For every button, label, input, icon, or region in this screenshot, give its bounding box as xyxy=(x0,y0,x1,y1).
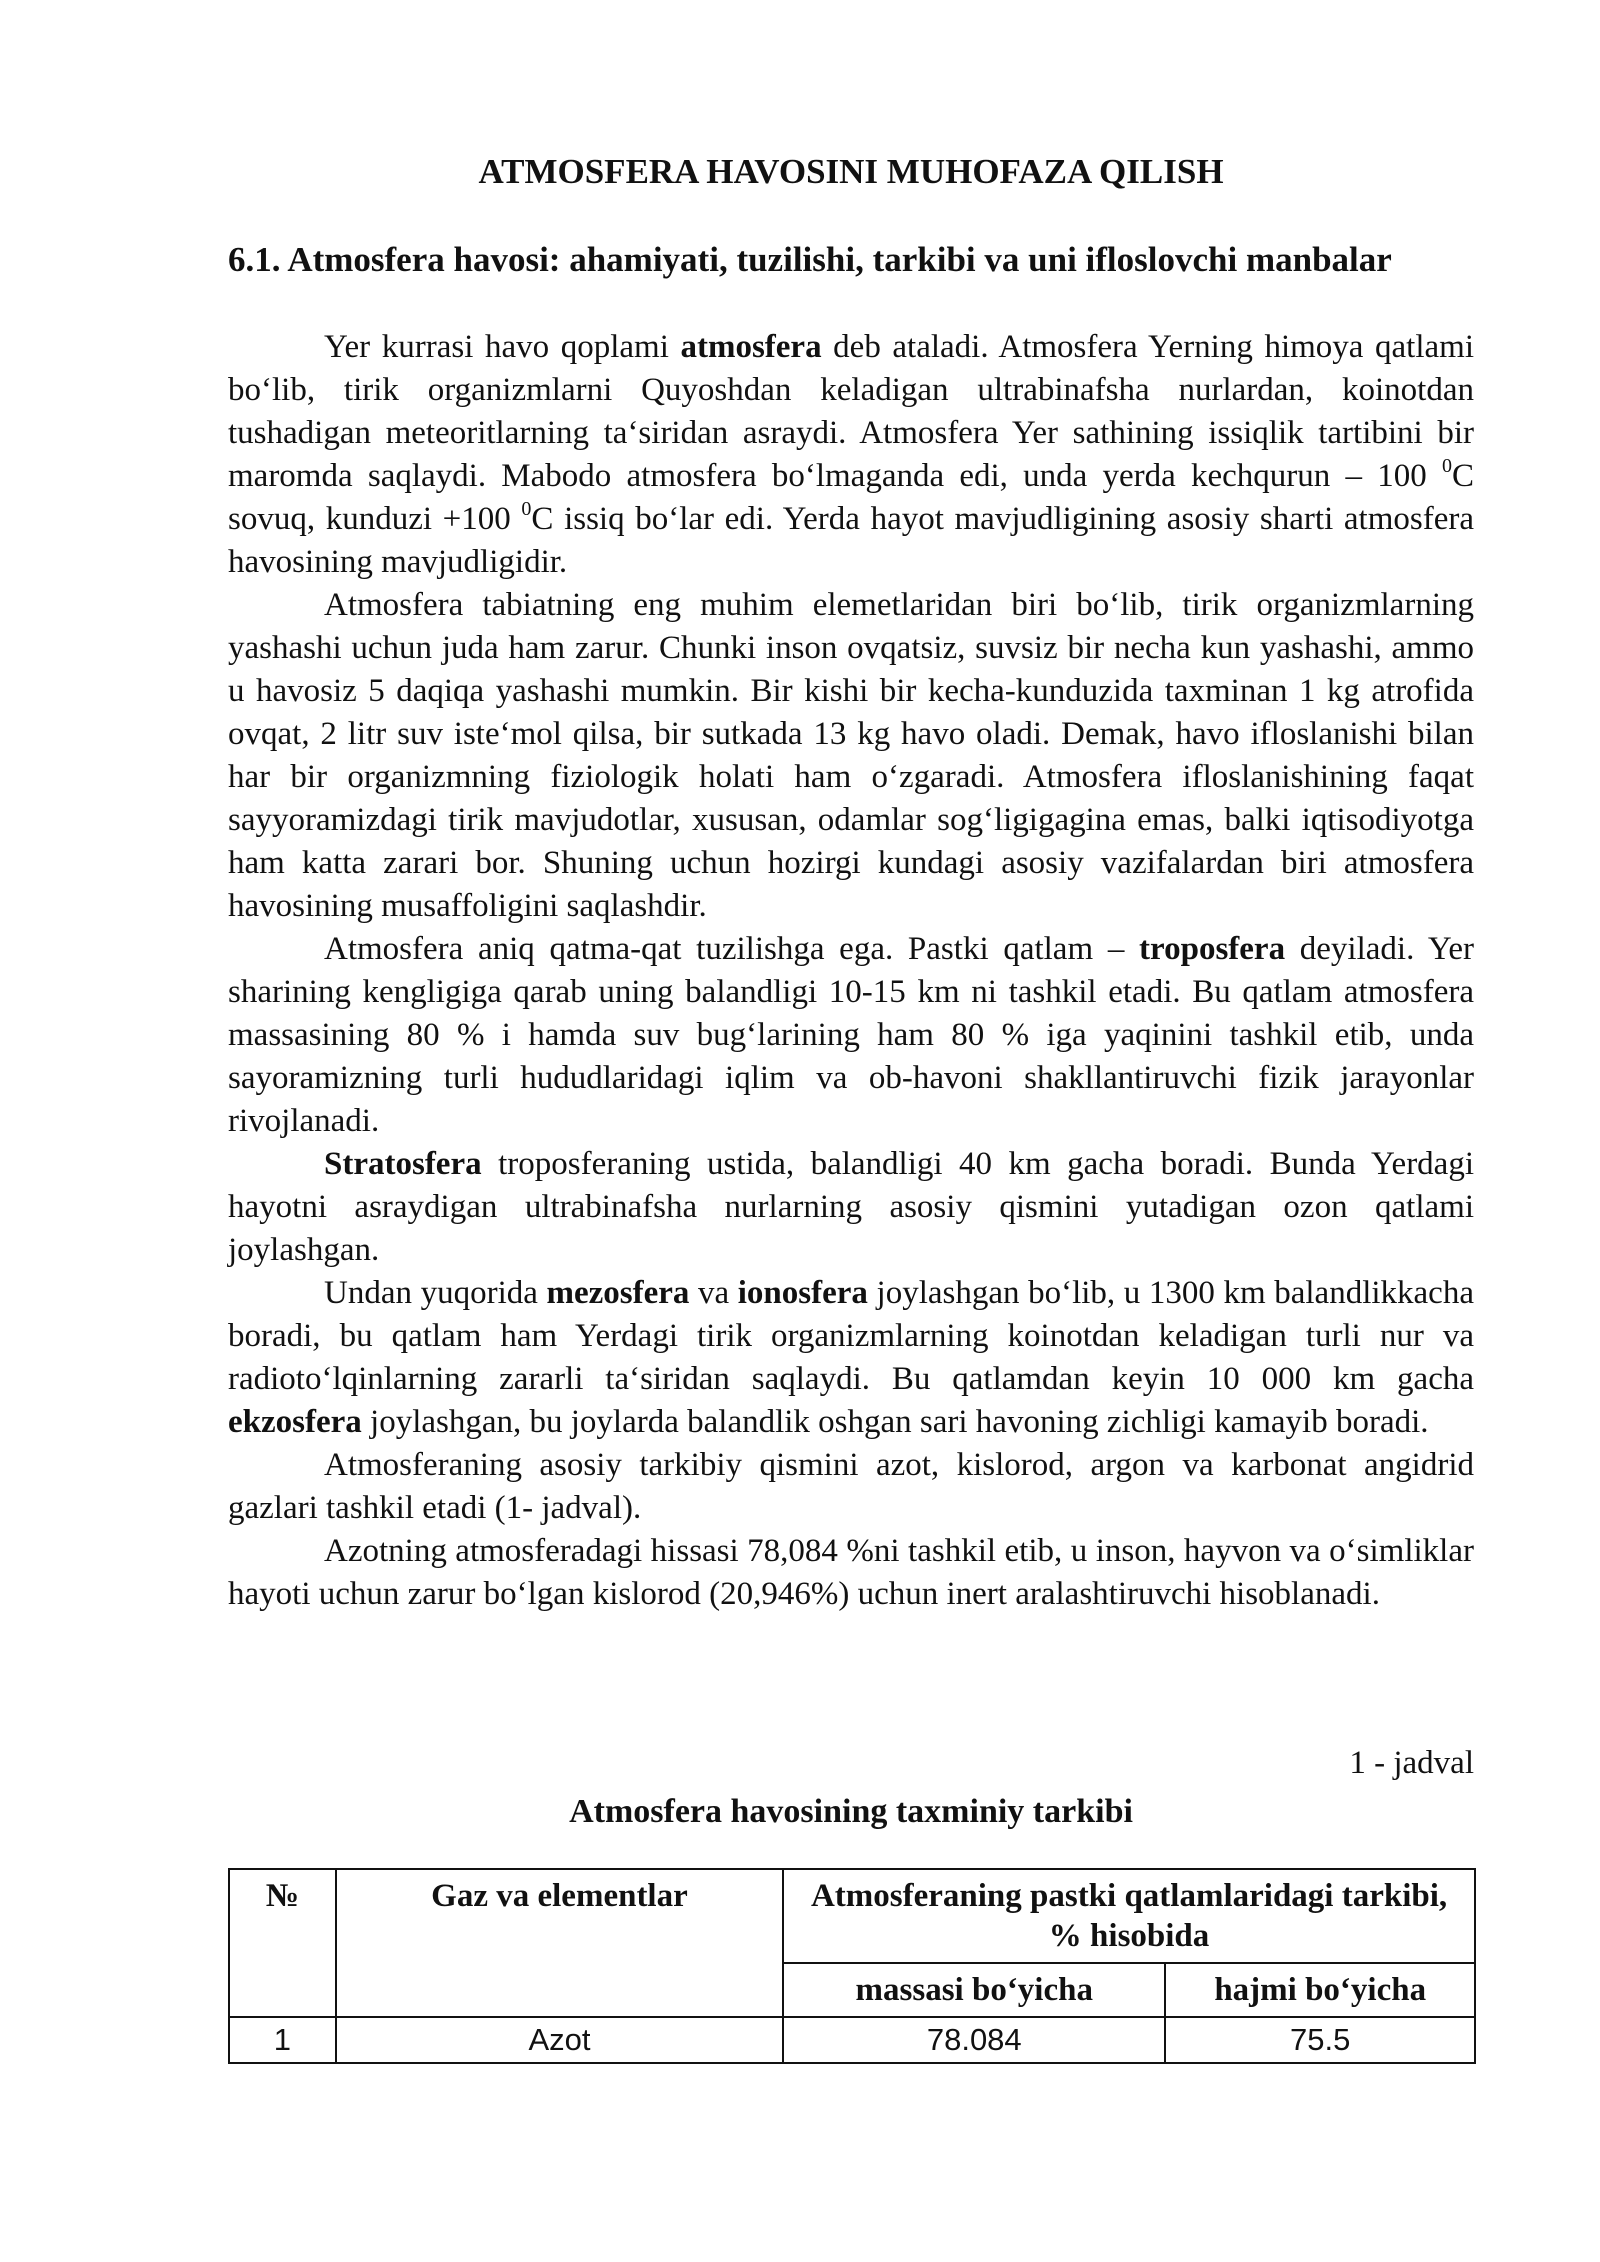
paragraph-5 xyxy=(228,1272,1474,1444)
term-troposfera: troposfera xyxy=(1139,931,1286,967)
text-run: deb ataladi. Atmosfera Yerning himoya qatlami bo‘lib, tirik organizmlarni Quyoshdan keladigan ultrabinafsha nurlardan, koinotdan tushadigan meteoritlarning ta‘siridan asraydi. Atmosfera Yer sathining issiqlik tartibini bir maromda saqlaydi. Mabodo atmosfera bo‘lmaganda edi, unda yerda kechqurun – 100 xyxy=(228,329,1474,494)
body-text xyxy=(228,326,1474,1616)
text-run: Yer kurrasi havo qoplami xyxy=(324,329,681,365)
paragraph-2: Atmosfera tabiatning eng muhim elemetlaridan biri bo‘lib, tirik organizmlarning yashashi uchun juda ham zarur. Chunki inson ovqatsiz, suvsiz bir necha kun yashashi, ammo u havosiz 5 daqiqa yashashi mumkin. Bir kishi bir kecha-kunduzida taxminan 1 kg atrofida ovqat, 2 litr suv iste‘mol qilsa, bir sutkada 13 kg havo oladi. Demak, havo ifloslanishi bilan har bir organizmning fiziologik holati ham o‘zgaradi. Atmosfera ifloslanishining faqat sayyoramizdagi tirik mavjudotlar, xususan, odamlar sog‘ligigagina emas, balki iqtisodiyotga ham katta zarari bor. Shuning uchun hozirgi kundagi asosiy vazifalardan biri atmosfera havosining musaffoligini saqlashdir. xyxy=(228,587,1474,924)
cell-gas: Azot xyxy=(336,2017,783,2063)
page-title: ATMOSFERA HAVOSINI MUHOFAZA QILISH xyxy=(478,152,1224,191)
term-mezosfera: mezosfera xyxy=(546,1275,690,1311)
table-row xyxy=(229,2017,1475,2063)
text-run: joylashgan, bu joylarda balandlik oshgan sari havoning zichligi kamayib boradi. xyxy=(361,1404,1429,1440)
paragraph-6: Atmosferaning asosiy tarkibiy qismini azot, kislorod, argon va karbonat angidrid gazlari tashkil etadi (1- jadval). xyxy=(228,1447,1474,1526)
text-run: Atmosfera aniq qatma-qat tuzilishga ega. Pastki qatlam – xyxy=(324,931,1140,967)
cell-number: 1 xyxy=(229,2017,336,2063)
paragraph-7: Azotning atmosferadagi hissasi 78,084 %ni tashkil etib, u inson, hayvon va o‘simliklar hayoti uchun zarur bo‘lgan kislorod (20,946%) uchun inert aralashtiruvchi hisoblanadi. xyxy=(228,1533,1474,1612)
table-label: 1 - jadval xyxy=(1349,1745,1474,1781)
paragraph-1 xyxy=(228,326,1474,584)
table-header-row xyxy=(229,1869,1475,1963)
cell-by-mass: 78.084 xyxy=(783,2017,1165,2063)
paragraph-3 xyxy=(228,928,1474,1143)
header-by-volume: hajmi bo‘yicha xyxy=(1165,1963,1475,2017)
text-run: Undan yuqorida xyxy=(324,1275,547,1311)
degree-superscript: 0 xyxy=(521,498,532,520)
header-composition: Atmosferaning pastki qatlamlaridagi tarkibi, % hisobida xyxy=(783,1869,1475,1963)
term-ionosfera: ionosfera xyxy=(737,1275,868,1311)
text-run: C sovuq, kunduzi +100 xyxy=(228,458,1474,537)
text-run: troposferaning ustida, balandligi 40 km gacha boradi. Bunda Yerdagi hayotni asraydigan ultrabinafsha nurlarning asosiy qismini yutadigan ozon qatlami joylashgan. xyxy=(228,1146,1474,1268)
term-atmosfera: atmosfera xyxy=(680,329,822,365)
header-gas: Gaz va elementlar xyxy=(336,1869,783,2017)
text-run: C issiq bo‘lar edi. Yerda hayot mavjudligining asosiy sharti atmosfera havosining mavjudligidir. xyxy=(228,501,1474,580)
section-heading: 6.1. Atmosfera havosi: ahamiyati, tuzilishi, tarkibi va uni ifloslovchi manbalar xyxy=(228,240,1392,279)
header-by-mass: massasi bo‘yicha xyxy=(783,1963,1165,2017)
table-title: Atmosfera havosining taxminiy tarkibi xyxy=(569,1793,1133,1830)
degree-superscript: 0 xyxy=(1441,455,1452,477)
text-run: deyiladi. Yer sharining kengligiga qarab uning balandligi 10-15 km ni tashkil etadi. Bu qatlam atmosfera massasining 80 % i hamda suv bug‘larining ham 80 % iga yaqinini tashkil etib, unda sayoramizning turli hududlaridagi iqlim va ob-havoni shakllantiruvchi fizik jarayonlar rivojlanadi. xyxy=(228,931,1474,1139)
term-stratosfera: Stratosfera xyxy=(324,1146,482,1182)
composition-table xyxy=(228,1868,1476,2064)
paragraph-4 xyxy=(228,1143,1474,1272)
term-ekzosfera: ekzosfera xyxy=(228,1404,362,1440)
text-run: joylashgan bo‘lib, u 1300 km balandlikkacha boradi, bu qatlam ham Yerdagi tirik organizmlarning koinotdan keladigan turli nur va radioto‘lqinlarning zararli ta‘siridan saqlaydi. Bu qatlamdan keyin 10 000 km gacha xyxy=(228,1275,1474,1397)
header-number: № xyxy=(229,1869,336,2017)
cell-by-volume: 75.5 xyxy=(1165,2017,1475,2063)
text-run: va xyxy=(689,1275,738,1311)
